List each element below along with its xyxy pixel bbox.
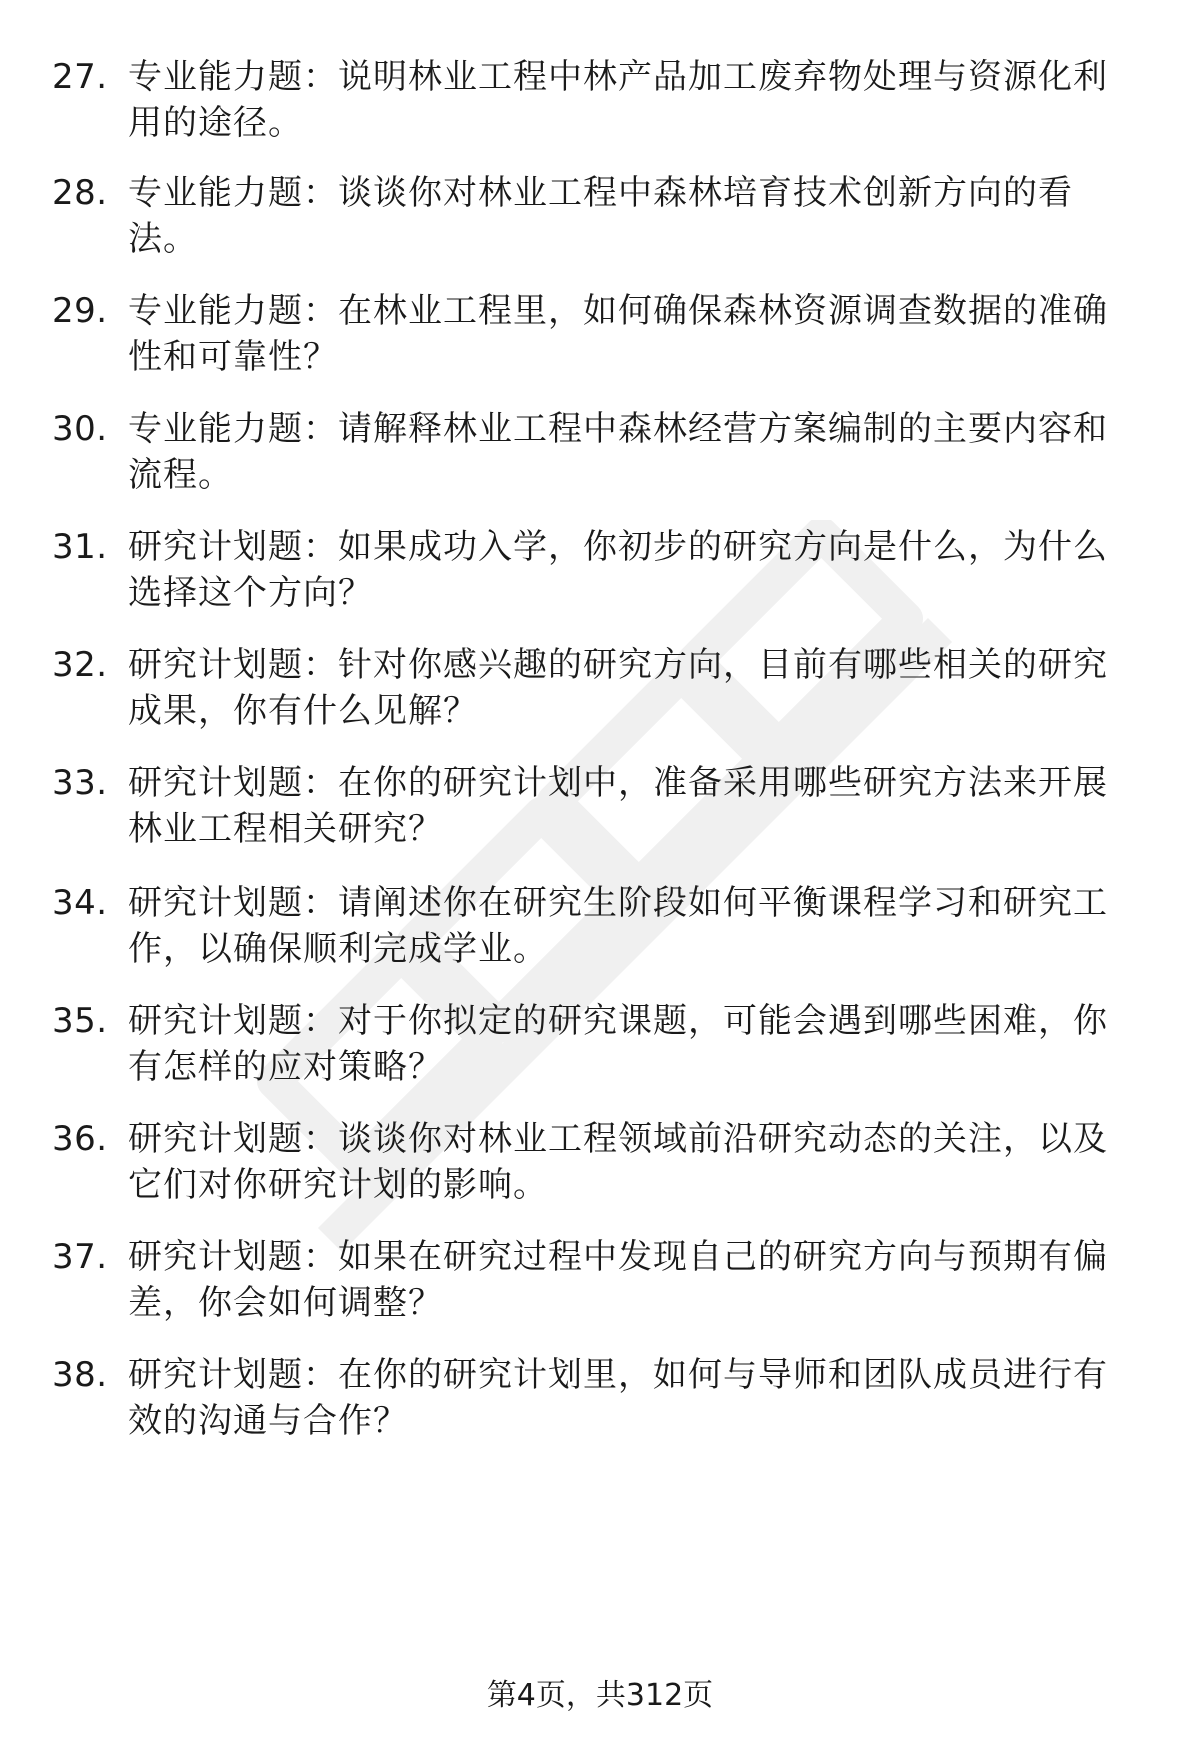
question-number: 38. xyxy=(52,1355,108,1395)
question-text: 研究计划题：如果在研究过程中发现自己的研究方向与预期有偏差，你会如何调整？ xyxy=(128,1237,1108,1323)
question-text: 研究计划题：在你的研究计划中，准备采用哪些研究方法来开展林业工程相关研究？ xyxy=(128,763,1108,849)
question-item xyxy=(0,524,1200,634)
question-number: 27. xyxy=(52,57,108,97)
question-text: 研究计划题：对于你拟定的研究课题，可能会遇到哪些困难，你有怎样的应对策略？ xyxy=(128,1001,1108,1087)
question-text: 研究计划题：谈谈你对林业工程领域前沿研究动态的关注，以及它们对你研究计划的影响。 xyxy=(128,1119,1108,1205)
question-item xyxy=(0,1352,1200,1462)
question-item xyxy=(0,642,1200,752)
question-text: 研究计划题：在你的研究计划里，如何与导师和团队成员进行有效的沟通与合作？ xyxy=(128,1355,1108,1441)
question-text: 专业能力题：说明林业工程中林产品加工废弃物处理与资源化利用的途径。 xyxy=(128,57,1108,143)
question-number: 30. xyxy=(52,409,108,449)
question-item xyxy=(0,406,1200,516)
question-text: 研究计划题：请阐述你在研究生阶段如何平衡课程学习和研究工作，以确保顺利完成学业。 xyxy=(128,883,1108,969)
question-number: 36. xyxy=(52,1119,108,1159)
question-item xyxy=(0,288,1200,398)
question-item xyxy=(0,998,1200,1108)
question-text: 研究计划题：针对你感兴趣的研究方向，目前有哪些相关的研究成果，你有什么见解？ xyxy=(128,645,1108,731)
question-text: 专业能力题：在林业工程里，如何确保森林资源调查数据的准确性和可靠性？ xyxy=(128,291,1108,377)
question-item xyxy=(0,880,1200,990)
question-item xyxy=(0,760,1200,870)
question-text: 专业能力题：请解释林业工程中森林经营方案编制的主要内容和流程。 xyxy=(128,409,1108,495)
question-item xyxy=(0,170,1200,280)
question-number: 31. xyxy=(52,527,108,567)
question-number: 29. xyxy=(52,291,108,331)
question-text: 专业能力题：谈谈你对林业工程中森林培育技术创新方向的看法。 xyxy=(128,173,1073,259)
question-number: 35. xyxy=(52,1001,108,1041)
question-number: 34. xyxy=(52,883,108,923)
question-number: 33. xyxy=(52,763,108,803)
question-number: 37. xyxy=(52,1237,108,1277)
page-number-footer: 第4页，共312页 xyxy=(486,1678,714,1713)
question-number: 32. xyxy=(52,645,108,685)
question-text: 研究计划题：如果成功入学，你初步的研究方向是什么，为什么选择这个方向？ xyxy=(128,527,1108,613)
question-item xyxy=(0,1116,1200,1226)
question-number: 28. xyxy=(52,173,108,213)
question-item xyxy=(0,54,1200,164)
question-item xyxy=(0,1234,1200,1344)
